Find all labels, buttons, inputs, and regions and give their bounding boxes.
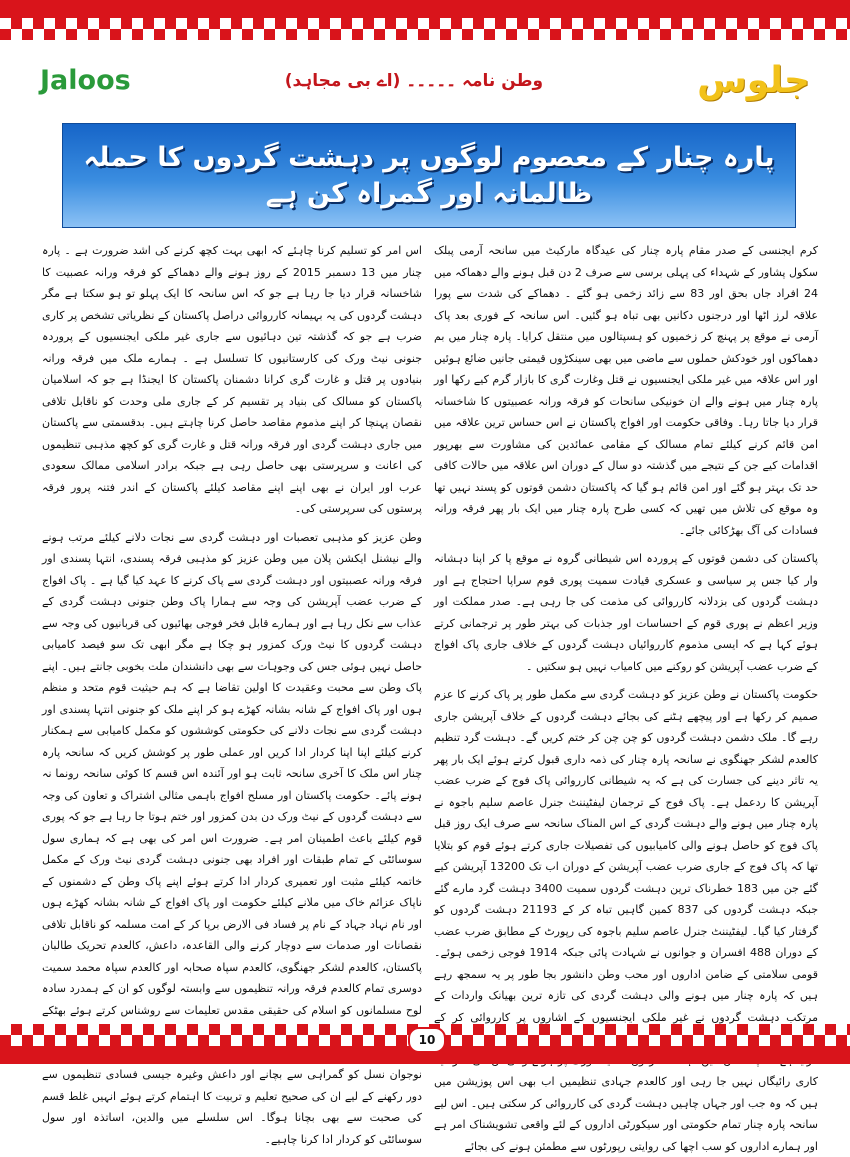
paragraph: وطن عزیز کو مذہبی تعصبات اور دہشت گردی سے نجات دلانے کیلئے مرتب ہونے والے نیشنل ایکشن پلان میں وطن عزیز کو مذہبی فرقہ پسندی، انتہا پسندی اور فرقہ ورانہ عصبیتوں اور دہشت گردی سے پاک کرنے کا عہد کیا گیا ہے ۔ پاک افواج کے ضرب عضب آپریشن کی وجہ سے ہمارا پاک وطن جنونی دہشت گردی کے عذاب سے نکل رہا ہے اور ہمارے قابل فخر فوجی بھائیوں کی قربانیوں کی وجہ سے دہشت گردوں کا نیٹ ورک کمزور ہو چکا ہے مگر ابھی تک سو فیصد کامیابی حاصل نہیں ہوئی جس کی وجوہات سے بھی دانشندان ملت بخوبی جانتے ہیں۔ اپنے پاک وطن سے محبت وعقیدت کا اولین تقاضا ہے کہ ہم حیثیت قوم متحد و منظم ہوں اور پاک افواج کے شانہ بشانہ کھڑے ہو کر اپنے ملک کو جنونی انتہا پسندی اور دہشت گردی سے نجات دلانے کی حکومتی کوششوں کو مکمل کامیابی سے ہمکنار کرنے کیلئے اپنا اپنا کردار ادا کریں اور عملی طور پر کوشش کریں کہ سانحہ پارہ چنار اس ملک کا آخری سانحہ ثابت ہو اور آئندہ اس قسم کا کوئی سانحہ رونما نہ ہونے پائے۔ حکومت پاکستان اور مسلح افواج باہمی مثالی اشتراک و تعاون کی وجہ سے دہشت گردوں کے نیٹ ورک دن بدن کمزور اور ختم ہوتا جا رہا ہے جو کہ پوری قوم کیلئے باعث اطمینان امر ہے۔ ضرورت اس امر کی بھی ہے کہ ہماری سول سوسائٹی کے تمام طبقات اور افراد بھی جنونی دہشت گردی نیٹ ورک کے مکمل خاتمہ کیلئے مثبت اور تعمیری کردار ادا کرتے ہوئے اپنے پاک وطن کے دشمنوں کے ناپاک عزائم خاک میں ملانے کیلئے حکومت اور پاک افواج کے شانہ بشانہ کھڑے ہوں اور نام نہاد جہاد کے نام پر فساد فی الارض برپا کر کے امت مسلمہ کو ناقابل تلافی نقصانات اور صدمات سے دوچار کرنے والی القاعدہ، داعش، کالعدم تحریک طالبان پاکستان، کالعدم لشکر جھنگوی، کالعدم سپاہ صحابہ اور کالعدم سپاہ محمد سمیت دوسری تمام کالعدم فرقہ ورانہ تنظیموں سے وابستہ لوگوں کو ان کے ہمدرد سادہ لوح مسلمانوں کو اسلام کی حقیقی مقدس تعلیمات سے روشناس کرتے ہوئے بھٹکے نوجوان نسل کو گمراہی سے بچانے اور داعش وغیرہ جیسی فسادی تنظیموں سے دور رکھنے کے لیے ان کی صحیح تعلیم و تربیت کا اہتمام کرتے ہوئے انہیں غلط قسم کی صحبت سے بھی بچانا ہوگا۔ اس سلسلے میں والدین، اساتذہ اور سول سوسائٹی کو کردار ادا کرنا چاہیے۔ (42, 530, 422, 1146)
paragraph: کرم ایجنسی کے صدر مقام پارہ چنار کی عیدگاہ مارکیٹ میں سانحہ آرمی پبلک سکول پشاور کے شہداء کی پہلی برسی سے صرف 2 دن قبل ہونے والے دھماکہ میں 24 افراد جاں بحق اور 83 سے زائد زخمی ہو گئے ۔ دھماکے کی شدت سے پورا علاقہ لرز اٹھا اور درجنوں دکانیں بھی تباہ ہو گئیں۔ اس سانحہ کے فوری بعد پاک آرمی نے موقع پر پہنچ کر زخمیوں کو ہسپتالوں میں منتقل کرایا۔ پارہ چنار میں بم دھماکوں اور خودکش حملوں سے ماضی میں بھی سینکڑوں قیمتی جانیں ضائع ہوئیں اور اس علاقہ میں غیر ملکی ایجنسیوں نے قتل وغارت گری کا بازار گرم کیے رکھا اور پارہ چنار میں ہونے والے ان خونیکی سانحات کو فرقہ ورانہ عصبیتوں کا شاخسانہ قرار دیا جاتا رہا۔ وفاقی حکومت اور افواج پاکستان نے اس حساس ترین علاقہ میں امن قائم کرنے کیلئے تمام مسالک کے مقامی عمائدین کی مشاورت سے بھرپور اقدامات کیے جن کے نتیجے میں گذشتہ دو سال کے دوران اس علاقہ میں حالات کافی حد تک بہتر ہو گئے اور امن قائم ہو گیا کہ پاکستان دشمن قوتوں کو پسند نہیں تھا وہ موقع کی تلاش میں تھیں کہ کسی طرح پارہ چنار میں ایک بار پھر فرقہ ورانہ فسادات کی آگ بھڑکائی جائے۔ (434, 244, 818, 537)
magazine-header (40, 58, 810, 102)
paragraph: حکومت پاکستان نے وطن عزیز کو دہشت گردی سے مکمل طور پر پاک کرنے کا عزم صمیم کر رکھا ہے اور پیچھے ہٹنے کی بجائے دہشت گردوں کے خلاف آپریشن جاری رہے گا۔ ملک دشمن دہشت گردوں کو چن چن کر ختم کریں گے۔ دہشت گرد تنظیم کالعدم لشکر جھنگوی نے سانحہ پارہ چنار کی ذمہ داری قبول کرتے ہوئے ایک بار پھر یہ تاثر دینے کی جسارت کی ہے کہ یہ شیطانی کارروائی پاک فوج کے ضرب عضب آپریشن کا ردعمل ہے۔ پاک فوج کے ترجمان لیفٹیننٹ جنرل عاصم سلیم باجوہ نے پارہ چنار میں ہونے والے دہشت گردی کے اس المناک سانحہ سے صرف ایک روز قبل پاک فوج کو حاصل ہونے والی کامیابیوں کی تفصیلات جاری کرتے ہوئے قوم کو بتلایا تھا کہ پاک فوج کے جاری ضرب عضب آپریشن کے دوران اب تک 13200 آپریشن کیے گئے جن میں 183 خطرناک ترین دہشت گردوں سمیت 3400 دہشت گرد مارے گئے جبکہ دہشت گردوں کی 837 کمین گاہیں تباہ کر کے 21193 دہشت گردوں کو گرفتار کیا گیا۔ لیفٹیننٹ جنرل عاصم سلیم باجوہ کی رپورٹ کے مطابق ضرب عضب کے دوران 488 افسران و جوانوں نے شہادت پائی جبکہ 1914 فوجی زخمی ہوئے۔ قومی سلامتی کے ضامن اداروں اور محب وطن دانشور بجا طور پر یہ سمجھ رہے ہیں کہ پارہ چنار میں ہونے والی دہشت گردی کی تازہ ترین بھیانک واردات کے مرتکب دہشت گردوں نے غیر ملکی ایجنسیوں کے اشاروں پر کارروائی کر کے کاری رائیگاں نہیں جا رہی اور کالعدم جہادی تنظیمیں اب بھی اس پوزیشن میں ہیں کہ وہ جب اور جہاں چاہیں دہشت گردی کی کارروائی کر سکتی ہیں۔ اس لیے سانحہ پارہ چنار تمام حکومتی اور سیکورٹی اداروں کے لئے واقعی تشویشناک امر ہے اور ہمارے اداروں کو سب اچھا کی روایتی رپورٹوں سے مطمئن ہونے کی بجائے (434, 688, 819, 1153)
top-checkered-border (0, 18, 850, 40)
article-headline: پارہ چنار کے معصوم لوگوں پر دہشت گردوں کا حملہ ظالمانہ اور گمراہ کن ہے (83, 142, 775, 209)
article-column-left (42, 240, 422, 1146)
paragraph: پاکستان کی دشمن قوتوں کے پروردہ اس شیطانی گروہ نے موقع پا کر اپنا دہشانہ وار کیا جس پر سیاسی و عسکری قیادت سمیت پوری قوم سراپا احتجاج ہے اور دہشت گردوں کی بزدلانہ کارروائی کی مذمت کی جا رہی ہے۔ صدر مملکت اور وزیر اعظم نے پوری قوم کے احساسات اور جذبات کی بہتر طور پر ترجمانی کرتے ہوئے کہا ہے کہ ایسی مذموم کارروائیاں دہشت گردوں کے خلاف جاری پاک افواج کے ضرب عضب آپریشن کو روکنے میں کامیاب نہیں ہو سکتیں ۔ (434, 552, 818, 673)
column-title: وطن نامہ ۔۔۔۔۔ (اے بی مجاہد) (284, 70, 544, 91)
page-number: 10 (408, 1027, 446, 1053)
top-decorative-band (0, 0, 850, 40)
headline-banner (62, 123, 796, 228)
brand-name-urdu: جلوس (697, 59, 810, 101)
paragraph: اس امر کو تسلیم کرنا چاہئے کہ ابھی بہت کچھ کرنے کی اشد ضرورت ہے ۔ پارہ چنار میں 13 دسمبر 2015 کے روز ہونے والے دھماکے کو فرقہ ورانہ عصبیت کا شاخسانہ قرار دیا جا رہا ہے جو کہ اس سانحہ کا ایک پہلو تو ہو سکتا ہے مگر دہشت گردوں کی یہ بہیمانہ کارروائی دراصل پاکستان کے نظریاتی تشخص پر کاری ضرب ہے جو کہ گذشتہ تین دہائیوں سے جاری غیر ملکی ایجنسیوں کے پروردہ جنونی نیٹ ورک کی کارستانیوں کا تسلسل ہے ۔ ہمارے ملک میں فرقہ ورانہ بنیادوں پر قتل و غارت گری کرانا دشمنان پاکستان کا ایجنڈا ہے جو کہ اسلامیان پاکستان کو مسالک کی بنیاد پر تقسیم کر کے جاری ملی وحدت کو ناقابل تلافی نقصان پہنچا کر اپنے مذموم مقاصد حاصل کرنا چاہتے ہیں۔ بدقسمتی سے پاکستان میں جاری دہشت گردی اور فرقہ ورانہ قتل و غارت گری کو کچھ مذہبی تنظیموں کی اعانت و سرپرستی بھی حاصل رہی ہے جبکہ برادر اسلامی ممالک سعودی عرب اور ایران نے بھی اپنے اپنے مقاصد کیلئے پاکستان کے اندر فتنہ پرور فرقہ پرستوں کی سرپرستی کی۔ (42, 244, 422, 515)
brand-name-english: Jaloos (40, 64, 131, 96)
article-column-right (434, 240, 819, 1153)
